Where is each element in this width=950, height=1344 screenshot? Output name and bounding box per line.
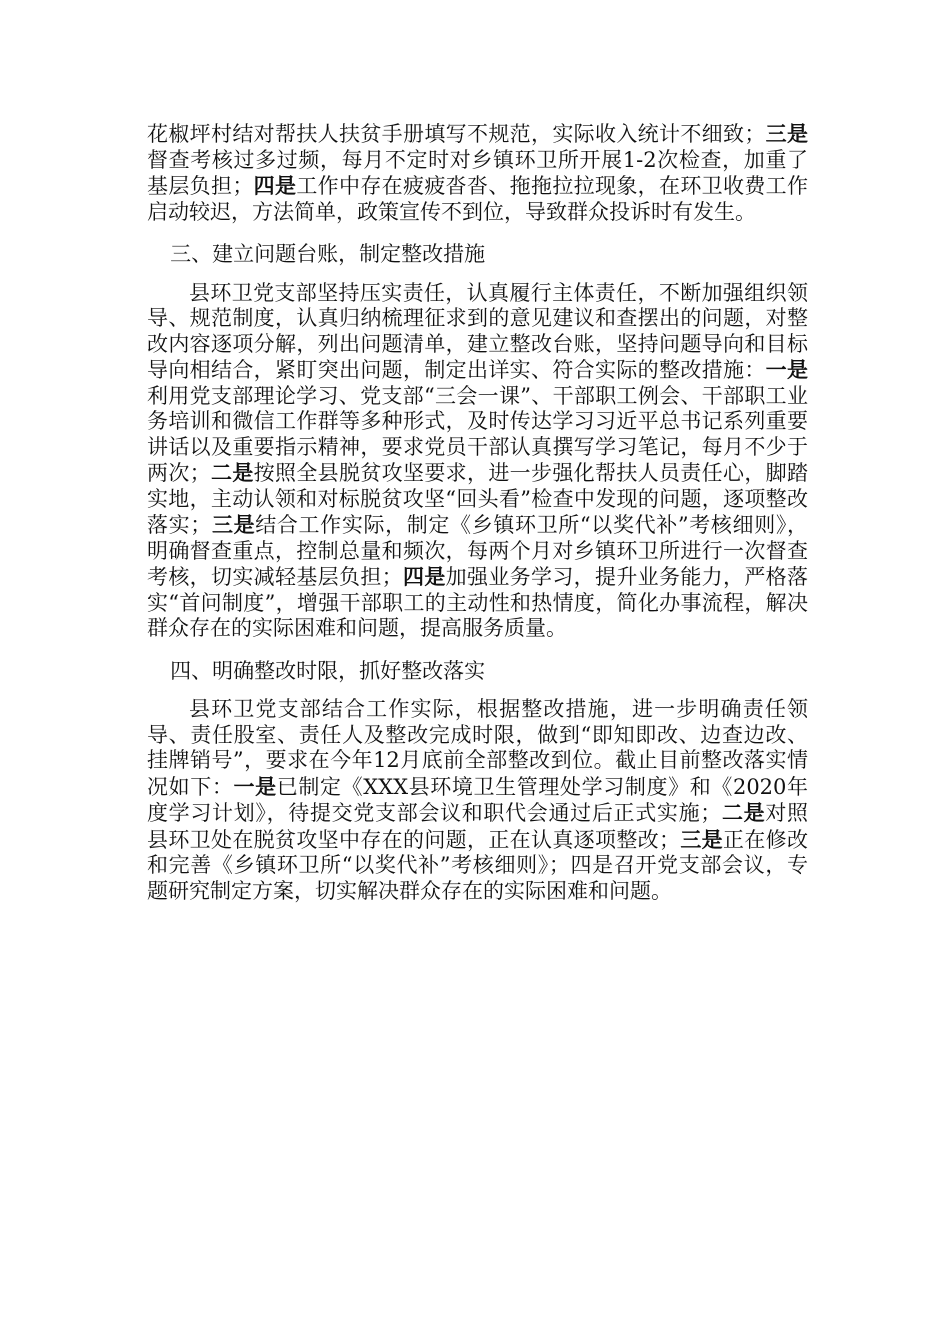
body-paragraph-rectification-measures <box>147 281 808 642</box>
paragraph-text-segment: 结合工作实际，制定《乡镇环卫所“以奖代补”考核细则》，明确督查重点，控制总量和频次，每两个月对乡镇环卫所进行一次督查考核，切实减轻基层负担； <box>147 513 808 589</box>
section-heading-3 <box>147 242 808 268</box>
paragraph-text-segment: 对照县环卫处在脱贫攻坚中存在的问题，正在认真逐项整改； <box>147 801 809 852</box>
paragraph-text-segment: 按照全县脱贫攻坚要求，进一步强化帮扶人员责任心，脚踏实地，主动认领和对标脱贫攻坚“回头看”检查中发现的问题，逐项整改落实； <box>147 461 809 537</box>
paragraph-text-segment: 工作中存在疲疲沓沓、拖拖拉拉现象，在环卫收费工作启动较迟，方法简单，政策宣传不到位，导致群众投诉时有发生。 <box>147 174 809 224</box>
paragraph-text-segment: 县环卫党支部坚持压实责任，认真履行主体责任，不断加强组织领导、规范制度，认真归纳梳理征求到的意见建议和查摆出的问题，对整改内容逐项分解，列出问题清单，建立整改台账，坚持问题导向和目标导向相结合，紧盯突出问题，制定出详实、符合实际的整改措施： <box>147 280 808 382</box>
bold-ordinal-marker: 四是 <box>253 173 297 198</box>
bold-ordinal-marker: 四是 <box>402 564 446 589</box>
section-heading-4 <box>147 659 808 685</box>
document-page <box>147 121 808 904</box>
bold-ordinal-marker: 三是 <box>765 121 809 146</box>
bold-ordinal-marker: 二是 <box>721 800 766 825</box>
paragraph-text-segment: 县环卫党支部结合工作实际，根据整改措施，进一步明确责任领导、责任股室、责任人及整改完成时限，做到“即知即改、边查边改、挂牌销号”，要求在今年12月底前全部整改到位。截止目前整改落实情况如下： <box>147 697 808 799</box>
paragraph-text-segment: 正在修改和完善《乡镇环卫所“以奖代补”考核细则》；四是召开党支部会议，专题研究制定方案，切实解决群众存在的实际困难和问题。 <box>147 827 808 903</box>
body-paragraph-rectification-progress <box>147 697 808 904</box>
bold-ordinal-marker: 二是 <box>210 460 254 485</box>
paragraph-text-segment: 加强业务学习，提升业务能力，严格落实“首问制度”，增强干部职工的主动性和热情度，简化办事流程，解决群众存在的实际困难和问题，提高服务质量。 <box>147 565 809 640</box>
paragraph-text-segment: 利用党支部理论学习、党支部“三会一课”、干部职工例会、干部职工业务培训和微信工作群等多种形式，及时传达学习习近平总书记系列重要讲话以及重要指示精神，要求党员干部认真撰写学习笔记，每月不少于两次； <box>147 383 808 485</box>
bold-ordinal-marker: 一是 <box>233 773 277 799</box>
paragraph-text-segment: 督查考核过多过频，每月不定时对乡镇环卫所开展1-2次检查，加重了基层负担； <box>147 147 808 198</box>
paragraph-text-segment: 花椒坪村结对帮扶人扶贫手册填写不规范，实际收入统计不细致； <box>147 122 766 146</box>
body-paragraph-continued <box>147 121 808 225</box>
bold-ordinal-marker: 三是 <box>680 826 723 852</box>
paragraph-text-segment: 三、建立问题台账，制定整改措施 <box>170 242 486 266</box>
paragraph-text-segment: 四、明确整改时限，抓好整改落实 <box>170 658 486 683</box>
bold-ordinal-marker: 一是 <box>765 357 809 382</box>
bold-ordinal-marker: 三是 <box>211 512 256 537</box>
paragraph-text-segment: 已制定《XXX县环境卫生管理处学习制度》和《2020年度学习计划》，待提交党支部会议和职代会通过后正式实施； <box>147 774 809 825</box>
